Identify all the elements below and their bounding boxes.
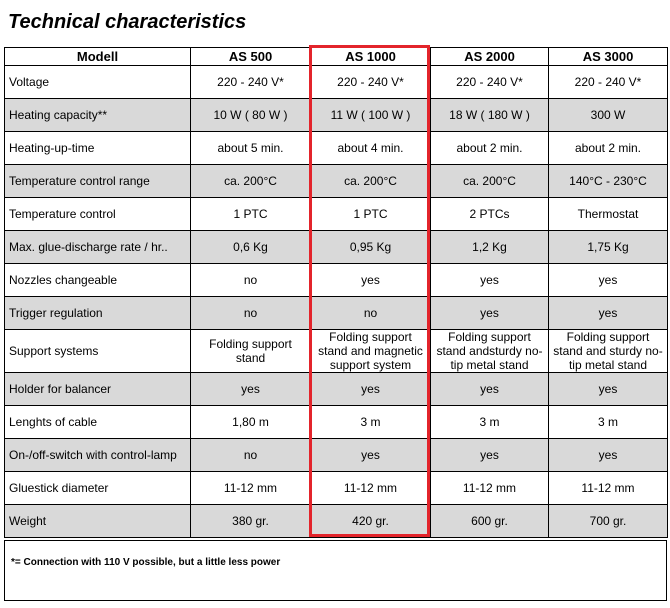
table-cell: no xyxy=(191,264,311,297)
table-cell: 600 gr. xyxy=(431,505,549,538)
header-as3000: AS 3000 xyxy=(549,48,668,66)
table-cell: ca. 200°C xyxy=(431,165,549,198)
table-cell: yes xyxy=(311,264,431,297)
table-cell: 1,75 Kg xyxy=(549,231,668,264)
table-cell: Folding support stand xyxy=(191,330,311,373)
table-row xyxy=(5,165,668,198)
table-cell: 140°C - 230°C xyxy=(549,165,668,198)
table-cell: yes xyxy=(431,264,549,297)
row-label: Lenghts of cable xyxy=(5,406,191,439)
table-cell: 3 m xyxy=(431,406,549,439)
table-cell: 1,2 Kg xyxy=(431,231,549,264)
header-modell: Modell xyxy=(5,48,191,66)
row-label: Heating-up-time xyxy=(5,132,191,165)
table-cell: 10 W ( 80 W ) xyxy=(191,99,311,132)
table-cell: Thermostat xyxy=(549,198,668,231)
table-cell: 11-12 mm xyxy=(549,472,668,505)
table-cell: 220 - 240 V* xyxy=(191,66,311,99)
row-label: Temperature control xyxy=(5,198,191,231)
table-cell: yes xyxy=(311,373,431,406)
table-cell: no xyxy=(191,297,311,330)
table-cell: about 2 min. xyxy=(431,132,549,165)
table-cell: 1 PTC xyxy=(191,198,311,231)
table-cell: 380 gr. xyxy=(191,505,311,538)
row-label: Holder for balancer xyxy=(5,373,191,406)
table-cell: no xyxy=(311,297,431,330)
row-label: Weight xyxy=(5,505,191,538)
table-cell: 300 W xyxy=(549,99,668,132)
table-cell: Folding support stand and sturdy no-tip metal stand xyxy=(549,330,668,373)
row-label: Gluestick diameter xyxy=(5,472,191,505)
table-row xyxy=(5,132,668,165)
table-cell: 18 W ( 180 W ) xyxy=(431,99,549,132)
header-as2000: AS 2000 xyxy=(431,48,549,66)
table-cell: Folding support stand and magnetic support system xyxy=(311,330,431,373)
page-title: Technical characteristics xyxy=(8,11,247,33)
table-cell: 11-12 mm xyxy=(311,472,431,505)
table-row xyxy=(5,330,668,373)
table-cell: about 2 min. xyxy=(549,132,668,165)
header-as500: AS 500 xyxy=(191,48,311,66)
table-cell: 0,95 Kg xyxy=(311,231,431,264)
header-as1000: AS 1000 xyxy=(311,48,431,66)
table-row xyxy=(5,373,668,406)
table-cell: 0,6 Kg xyxy=(191,231,311,264)
table-cell: 220 - 240 V* xyxy=(311,66,431,99)
table-cell: 3 m xyxy=(549,406,668,439)
table-cell: yes xyxy=(431,439,549,472)
table-cell: yes xyxy=(549,297,668,330)
row-label: Nozzles changeable xyxy=(5,264,191,297)
table-row xyxy=(5,231,668,264)
table-cell: 220 - 240 V* xyxy=(549,66,668,99)
footnote: *= Connection with 110 V possible, but a little less power xyxy=(11,557,281,568)
row-label: Support systems xyxy=(5,330,191,373)
table-cell: 700 gr. xyxy=(549,505,668,538)
table-row xyxy=(5,472,668,505)
table-cell: 420 gr. xyxy=(311,505,431,538)
table-row xyxy=(5,198,668,231)
table-cell: yes xyxy=(311,439,431,472)
table-cell: about 5 min. xyxy=(191,132,311,165)
row-label: Voltage xyxy=(5,66,191,99)
row-label: On-/off-switch with control-lamp xyxy=(5,439,191,472)
table-cell: 3 m xyxy=(311,406,431,439)
table-cell: yes xyxy=(549,373,668,406)
table-row xyxy=(5,66,668,99)
row-label: Trigger regulation xyxy=(5,297,191,330)
table-cell: yes xyxy=(549,264,668,297)
table-cell: 220 - 240 V* xyxy=(431,66,549,99)
table-cell: about 4 min. xyxy=(311,132,431,165)
table-row xyxy=(5,406,668,439)
table-cell: 11 W ( 100 W ) xyxy=(311,99,431,132)
table-cell: yes xyxy=(431,297,549,330)
table-cell: 1 PTC xyxy=(311,198,431,231)
table-row xyxy=(5,505,668,538)
spec-table xyxy=(4,47,668,538)
row-label: Heating capacity** xyxy=(5,99,191,132)
row-label: Max. glue-discharge rate / hr.. xyxy=(5,231,191,264)
row-label: Temperature control range xyxy=(5,165,191,198)
table-cell: no xyxy=(191,439,311,472)
table-cell: ca. 200°C xyxy=(311,165,431,198)
footnote-box xyxy=(4,540,667,601)
table-cell: ca. 200°C xyxy=(191,165,311,198)
table-cell: 1,80 m xyxy=(191,406,311,439)
table-cell: yes xyxy=(191,373,311,406)
table-cell: Folding support stand andsturdy no-tip metal stand xyxy=(431,330,549,373)
table-header-row xyxy=(5,48,668,66)
table-row xyxy=(5,264,668,297)
table-row xyxy=(5,99,668,132)
table-row xyxy=(5,297,668,330)
table-row xyxy=(5,439,668,472)
table-cell: 11-12 mm xyxy=(191,472,311,505)
table-cell: 11-12 mm xyxy=(431,472,549,505)
table-cell: yes xyxy=(431,373,549,406)
table-cell: 2 PTCs xyxy=(431,198,549,231)
table-cell: yes xyxy=(549,439,668,472)
